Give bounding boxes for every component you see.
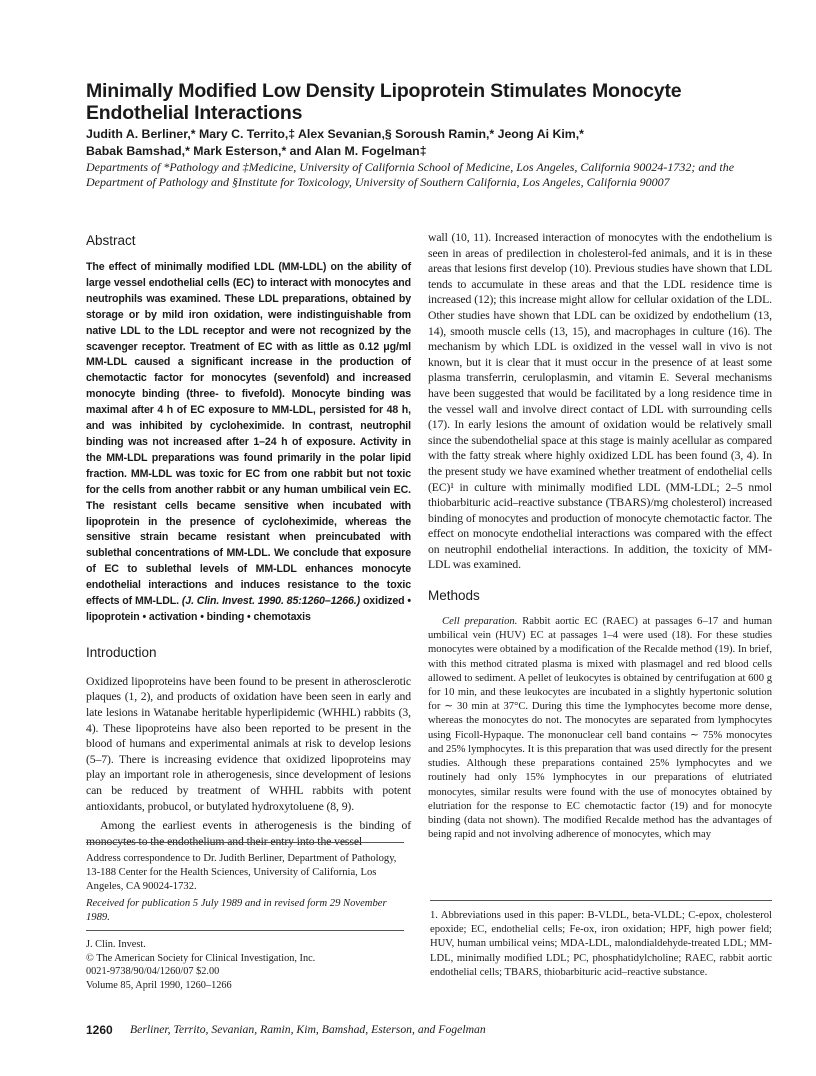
journal-name: J. Clin. Invest. bbox=[86, 939, 146, 950]
address-divider bbox=[86, 842, 404, 843]
abbreviations-footnote: 1. Abbreviations used in this paper: B-VLDL, beta-VLDL; C-epox, cholesterol epoxide; EC, endothelial cells; Fe-ox, iron oxidation; HPF, high power field; HUV, human umbilical veins; MDA-LDL, malondialdehyde-treated LDL; MM-LDL, minimally modified LDL; PC, phosphatidylcholine; RAEC, rabbit aortic endothelial cells; TBARS, thiobarbituric acid–reactive substance. bbox=[430, 910, 772, 978]
journal-info bbox=[86, 938, 404, 992]
author-line-2: Babak Bamshad,* Mark Esterson,* and Alan M. Fogelman‡ bbox=[86, 144, 427, 158]
methods-paragraph bbox=[428, 615, 772, 842]
author-list bbox=[86, 126, 766, 160]
journal-copyright: © The American Society for Clinical Investigation, Inc. bbox=[86, 952, 316, 964]
methods-text: Rabbit aortic EC (RAEC) at passages 6–17 and human umbilical vein (HUV) EC at passages 1–4 were used (18). For these studies monocytes were obtained by a modification of the Recalde method (19). In brief, with this method citrated plasma is mixed with plasmagel and red blood cells allowed to sediment. A pellet of leukocytes is obtained by centrifugation at 600 g for 10 min, and these leukocytes are incubated in a slightly hypertonic solution for ∼ 30 min at 37°C. During this time the lymphocytes become more dense, whereas the monocytes do not. The monocytes are separated from lymphocytes using Ficoll-Hypaque. The mononuclear cell band contains ∼ 75% monocytes and 25% lymphocytes. It is this preparation that was used directly for the present studies. Although these preparations contained 25% lymphocytes and we routinely had only 15% lymphocytes in our preparations of elutriated monocytes, similar results were found with the use of monocytes obtained by elutriation for the response to EC chemotactic factor (19) and for monocyte binding (data not shown). The modified Recalde method has the advantages of being rapid and not involving adherence of monocytes, which may bbox=[428, 616, 772, 841]
right-column bbox=[428, 230, 772, 842]
journal-divider bbox=[86, 930, 404, 931]
journal-issn: 0021-9738/90/04/1260/07 $2.00 bbox=[86, 966, 220, 978]
abstract-keywords: oxidized • lipoprotein • activation • binding • chemotaxis bbox=[86, 595, 411, 623]
affiliations: Departments of *Pathology and ‡Medicine, University of California School of Medicine, Los Angeles, California 90024-1732; and the Department of Pathology and §Institute for Toxicology, University of Southern California, Los Angeles, California 90007 bbox=[86, 160, 735, 189]
footnote-divider bbox=[430, 900, 772, 901]
methods-heading: Methods bbox=[428, 588, 480, 604]
methods-subheading: Cell preparation. bbox=[442, 616, 518, 628]
introduction-paragraph-2: Among the earliest events in atherogenesis is the binding of monocytes to the endothelium and their entry into the vessel bbox=[86, 819, 411, 848]
abstract-body: The effect of minimally modified LDL (MM-LDL) on the ability of large vessel endothelial cells (EC) to interact with monocytes and neutrophils was examined. These LDL preparations, obtained by storage or by mild iron oxidation, were indistinguishable from native LDL to the LDL receptor and were not recognized by the scavenger receptor. Treatment of EC with as little as 0.12 μg/ml MM-LDL caused a significant increase in the production of chemotactic factor for monocytes (sevenfold) and increased monocyte binding (three- to fivefold). Monocyte binding was maximal after 4 h of EC exposure to MM-LDL, persisted for 48 h, and was inhibited by cycloheximide. In contrast, neutrophil binding was not increased after 1–24 h of exposure. Activity in the MM-LDL preparations was found primarily in the polar lipid fraction. MM-LDL was toxic for EC from one rabbit but not toxic for the cells from another rabbit or any human umbilical vein EC. The resistant cells became sensitive when incubated with lipoprotein in the presence of cycloheximide, whereas the sensitive strain became resistant when preincubated with sublethal concentrations of MM-LDL. We conclude that exposure of EC to sublethal levels of MM-LDL enhances monocyte endothelial interactions and induces resistance to the toxic effects of MM-LDL. bbox=[86, 261, 411, 608]
journal-volume: Volume 85, April 1990, 1260–1266 bbox=[86, 979, 232, 991]
abstract-text bbox=[86, 260, 411, 626]
running-footer-authors: Berliner, Territo, Sevanian, Ramin, Kim, Bamshad, Esterson, and Fogelman bbox=[130, 1023, 486, 1036]
author-line-1: Judith A. Berliner,* Mary C. Territo,‡ Alex Sevanian,§ Soroush Ramin,* Jeong Ai Kim,* bbox=[86, 127, 584, 141]
abstract-heading: Abstract bbox=[86, 233, 136, 248]
received-date: Received for publication 5 July 1989 and in revised form 29 November 1989. bbox=[86, 898, 387, 924]
abstract-citation: (J. Clin. Invest. 1990. 85:1260–1266.) bbox=[181, 595, 361, 608]
introduction-paragraph-1: Oxidized lipoproteins have been found to be present in atherosclerotic plaques (1, 2), and products of oxidation have been seen in early and late lesions in Watanabe heritable hyperlipidemic (WHHL) rabbits (3, 4). These lipoproteins have also been reported to be present in the blood of humans and experimental animals at risk to develop lesions (5–7). There is increasing evidence that oxidized lipoproteins may play an important role in atherogenesis, since development of lesions can be reduced by treatment of WHHL rabbits with potent antioxidants, probucol, or butylated hydroxytoluene (8, 9). bbox=[86, 674, 411, 813]
introduction-continued: wall (10, 11). Increased interaction of monocytes with the endothelium is seen in areas of predilection in cholesterol-fed animals, and it is in these areas that lesions first develop (10). Previous studies have shown that LDL tends to accumulate in these areas and that the LDL residence time is increased (12); this increase might allow for cellular oxidation of the LDL. Other studies have shown that LDL can be oxidized by endothelium (13, 14), smooth muscle cells (13, 15), and macrophages in culture (16). The mechanism by which LDL is oxidized in the vessel wall in vivo is not known, but it is clear that it must occur in the presence of at least some plasma transferrin, ceruloplasmin, and vitamin E. Several mechanisms have been suggested that would be facilitated by a long residence time in the vessel wall and involve direct contact of LDL with surrounding cells (17). In early lesions the amount of oxidation would be relatively small since the subendothelial space at this stage is mainly acellular as compared with the fatty streak where highly oxidized LDL has been found (3, 4). In the present study we have examined whether treatment of endothelial cells (EC)¹ in culture with minimally modified LDL (MM-LDL; 2–5 nmol thiobarbituric acid–reactive substance (TBARS)/mg cholesterol) increased binding of monocytes and production of monocyte chemotactic factor. The effect on monocyte endothelial interactions was compared with the effect on neutrophil endothelial interactions. In addition, the toxicity of MM-LDL was examined. bbox=[428, 231, 772, 572]
left-column bbox=[86, 232, 411, 849]
introduction-heading: Introduction bbox=[86, 644, 157, 660]
correspondence-address: Address correspondence to Dr. Judith Berliner, Department of Pathology, 13-188 Center for the Health Sciences, University of California, Los Angeles, CA 90024-1732. bbox=[86, 853, 397, 893]
page-number: 1260 bbox=[86, 1023, 113, 1037]
article-title: Minimally Modified Low Density Lipoprotein Stimulates Monocyte Endothelial Interactions bbox=[86, 80, 682, 124]
